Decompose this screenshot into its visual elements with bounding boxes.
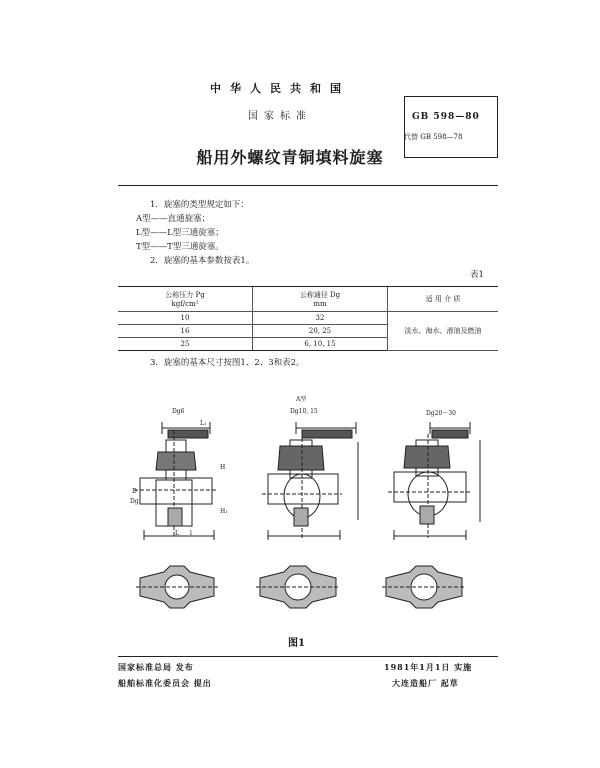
clause-t-type: T型——T型三通旋塞。 [136,242,224,252]
dim-l: L [175,530,179,537]
cell-pressure: 25 [118,338,253,351]
cell-pressure: 10 [118,312,253,325]
clause-l-type: L型——L型三通旋塞； [136,228,224,238]
dim-small-l: l [190,530,192,537]
col-medium-header: 适 用 介 质 [388,287,499,312]
drafter: 大连造船厂 起草 [392,678,459,688]
col-diameter-title: 公称通径 Dg [299,291,341,299]
dim-d: D [132,488,137,495]
issuer: 国家标准总局 发布 [118,662,194,672]
label-dg6: Dg6 [172,408,185,415]
label-dg10-15: Dg10, 15 [290,408,318,415]
parameter-table [118,286,498,351]
clause-1: 1．旋塞的类型规定如下： [150,200,249,210]
table-label: 表1 [470,270,484,280]
gb-replaces: 代替 GB 598—78 [404,133,463,141]
figure-caption: 图1 [288,638,305,649]
cell-diameter: 32 [253,312,388,325]
dim-h: H [220,464,226,471]
dim-h1: H₁ [220,508,228,515]
figure-1-drawing [110,400,510,640]
cell-pressure: 16 [118,325,253,338]
page-title: 船用外螺纹青铜填料旋塞 [196,148,384,167]
implementation-date: 1981年1月1日 实施 [384,662,473,672]
col-diameter-header [253,287,388,312]
proposer: 船舶标准化委员会 提出 [118,678,212,688]
col-pressure-title: 公称压力 Pg [165,291,205,299]
footer-rule [118,656,498,657]
cell-medium: 淡水、海水、滑油及燃油 [388,312,499,351]
valve-drawing-dg20-30 [388,422,480,540]
table-row [118,312,498,325]
country-name: 中华人民共和国 [210,82,350,95]
label-dg20-30: Dg20～30 [426,410,456,417]
standard-type: 国家标准 [248,111,312,122]
clause-3: 3．旋塞的基本尺寸按图1、2、3和表2。 [150,358,305,368]
clause-2: 2．旋塞的基本参数按表1。 [150,256,255,266]
col-diameter-unit: mm [313,300,327,308]
cell-diameter: 20, 25 [253,325,388,338]
table-header-row [118,287,498,312]
header-rule [118,185,498,186]
valve-drawing-dg6 [134,422,216,540]
col-pressure-header [118,287,253,312]
cell-diameter: 6, 10, 15 [253,338,388,351]
dim-dg: Dg [130,498,139,505]
clause-a-type: A型——直通旋塞； [136,214,211,224]
valve-drawing-dg10-15 [262,422,358,540]
col-pressure-unit: kgf/cm² [171,300,199,308]
dim-l1: L₁ [200,420,207,427]
gb-number: GB 598—80 [412,112,480,122]
figure-type-label: A型 [296,396,307,403]
section-views [136,566,466,608]
